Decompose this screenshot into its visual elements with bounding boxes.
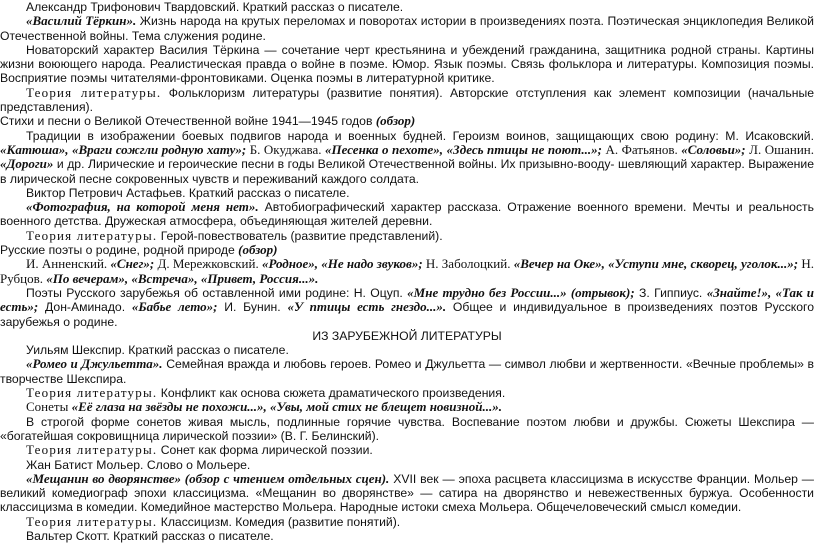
text: Жизнь народа на крутых переломах и поворотах истории в произведениях поэта. Поэтическая энциклопедия Великой Отечественной войны. Тема служения родине. [0, 14, 814, 43]
paragraph-terkin [0, 14, 814, 43]
text: Поэты Русского зарубежья об оставленной ими родине: Н. Оцуп. [26, 285, 408, 300]
overview-mark: (обзор) [238, 242, 278, 258]
theory-label: Теория литературы. [26, 84, 162, 100]
theory-paragraph [0, 386, 814, 400]
text: Герой-повествователь (развитие представлений). [157, 228, 443, 243]
work-title: «Ромео и Джульетта». [26, 356, 163, 372]
text: Сонет как форма лирической поэзии. [157, 443, 373, 458]
work-title: «По вечерам», «Встреча», «Привет, Россия...». [46, 270, 319, 286]
work-title: «Мне трудно без России...» (отрывок); [407, 284, 635, 300]
native-poets-heading [0, 243, 814, 257]
text: Л. Ошанин. [745, 141, 814, 157]
theory-paragraph [0, 229, 814, 243]
text: Конфликт как основа сюжета драматического произведения. [157, 386, 506, 401]
text: Фольклоризм литературы (развитие понятия). Авторские отступления как элемент композиции (начальные представления). [0, 85, 814, 115]
theory-label: Теория литературы. [26, 227, 158, 243]
paragraph-emigre-poets [0, 286, 814, 329]
war-songs-heading [0, 114, 814, 128]
text: Н. Рубцов. [0, 256, 814, 286]
work-title: «Мещанин во дворянстве» (обзор с чтением отдельных сцен). [26, 470, 390, 486]
text: Семейная вражда и любовь героев. Ромео и Джульетта — символ любви и жертвенности. «Вечные проблемы» в творчестве Шекспира. [0, 357, 814, 386]
paragraph-romeo [0, 357, 814, 386]
paragraph-sonnets [0, 400, 814, 414]
text: Сонеты [26, 399, 72, 415]
theory-paragraph [0, 443, 814, 457]
text: И. Бунин. [217, 300, 288, 315]
text: Классицизм. Комедия (развитие понятий). [157, 514, 401, 529]
text: Д. Мережковский. [154, 256, 262, 272]
work-title: «Знайте!», «Так и есть»; [0, 284, 815, 315]
text: Общее и индивидуальное в произведениях поэтов Русского зарубежья о родине. [0, 300, 815, 329]
paragraph-native-poets [0, 257, 814, 286]
author-moliere: Жан Батист Мольер. Слово о Мольере. [26, 457, 251, 472]
text: З. Гиппиус. [634, 285, 707, 300]
work-title: «Дороги» [0, 156, 54, 172]
paragraph-photo [0, 200, 814, 229]
text: Русские поэты о родине, родной природе [0, 243, 239, 258]
work-title: «Родное», «Не надо звуков»; [261, 256, 423, 272]
work-title: «Вечер на Оке», «Уступи мне, скворец, уголок...»; [513, 256, 799, 272]
text: Стихи и песни о Великой Отечественной войне 1941—1945 годов [0, 114, 376, 129]
author-shakespeare: Уильям Шекспир. Краткий рассказ о писателе. [26, 343, 289, 358]
theory-label: Теория литературы. [26, 385, 158, 401]
work-title: «Соловьи»; [681, 141, 746, 157]
text: И. Анненский. [26, 256, 111, 272]
work-title: «У птицы есть гнездо...». [287, 299, 447, 315]
work-title: «Снег»; [110, 256, 155, 272]
theory-paragraph [0, 515, 814, 529]
work-title: «Василий Тёркин». [26, 13, 137, 29]
paragraph-bourgeois [0, 472, 814, 515]
paragraph-war-songs [0, 129, 814, 186]
paragraph-terkin-character: Новаторский характер Василия Тёркина — сочетание черт крестьянина и убеждений гражданина, защитника родной страны. Картины жизни воюющего народа. Реалистическая правда о войне в поэме. Юмор. Язык поэмы. Связь фольклора и литературы. Композиция поэмы. Восприятие поэмы читателями-фронтовиками. Оценка поэмы в литературной критике. [0, 42, 814, 86]
text: Автобиографический характер рассказа. Отражение военного времени. Мечты и реальность военного детства. Дружеская атмосфера, объединяющая жителей деревни. [0, 200, 814, 229]
overview-mark: (обзор) [375, 113, 416, 129]
theory-label: Теория литературы. [26, 442, 158, 458]
paragraph-sonnets-text: В строгой форме сонетов живая мысль, подлинные горячие чувства. Воспевание поэтом любви и дружбы. Сюжеты Шекспира — «богатейшая сокровищница лирической поэзии» (В. Г. Белинский). [0, 414, 814, 443]
author-tvardovsky: Александр Трифонович Твардовский. Краткий рассказ о писателе. [26, 0, 404, 14]
text: и др. Лирические и героические песни в годы Великой Отечественной войны. Их призывно-вооду- шевляющий характер. Выражение в лирической песне сокровенных чувств и переживаний каждого солдата. [0, 157, 814, 186]
text: Н. Заболоцкий. [422, 256, 514, 272]
work-title: «Её глаза на звёзды не похожи...», «Увы, мой стих не блещет новизной...». [71, 399, 502, 415]
author-astafiev: Виктор Петрович Астафьев. Краткий рассказ о писателе. [26, 185, 350, 200]
text: Традиции в изображении боевых подвигов народа и военных будней. Героизм воинов, защищающих свою родину: М. Исаковский. [26, 128, 814, 143]
work-title: «Бабье лето»; [131, 299, 218, 315]
work-title: «Фотография, на которой меня нет». [26, 199, 259, 215]
theory-paragraph [0, 86, 814, 115]
text: XVII век — эпоха расцвета классицизма в искусстве Франции. Мольер — великий комедиограф эпохи классицизма. «Мещанин во дворянстве» — сатира на дворянство и невежественных буржуа. Особенности классицизма в комедии. Комедийное мастерство Мольера. Народные истоки смеха Мольера. Общечеловеческий смысл комедии. [0, 471, 814, 515]
section-heading-foreign: ИЗ ЗАРУБЕЖНОЙ ЛИТЕРАТУРЫ [312, 328, 502, 343]
author-scott: Вальтер Скотт. Краткий рассказ о писателе. [26, 528, 274, 543]
text: Дон-Аминадо. [38, 300, 132, 315]
theory-label: Теория литературы. [26, 513, 158, 529]
text: Б. Окуджава. [246, 141, 325, 157]
work-title: «Песенка о пехоте», «Здесь птицы не поют...»; [324, 141, 602, 157]
work-title: «Катюша», «Враги сожгли родную хату»; [0, 141, 247, 157]
text: А. Фатьянов. [601, 141, 682, 157]
